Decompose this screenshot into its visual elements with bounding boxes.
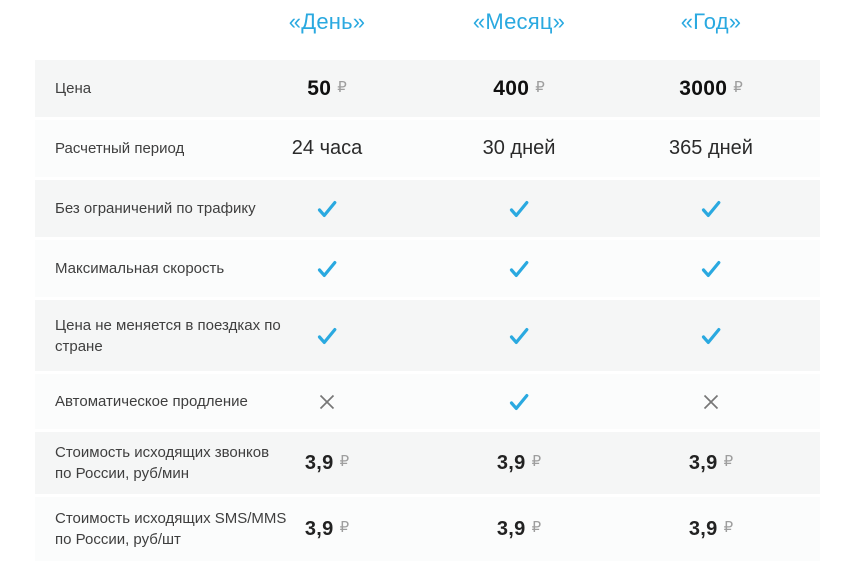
check-icon: [314, 257, 340, 281]
check-cell: [231, 300, 423, 371]
check-cell: [231, 240, 423, 297]
table-row: [35, 180, 820, 237]
text-cell: [423, 120, 615, 177]
price-value: 3,9: [304, 517, 334, 540]
ruble-sign: ₽: [723, 518, 734, 536]
check-cell: [615, 300, 807, 371]
ruble-sign: ₽: [339, 518, 350, 536]
table-row: [35, 300, 820, 371]
price-value: 3,9: [304, 451, 334, 474]
ruble-sign: ₽: [339, 452, 350, 470]
price-value: 400: [493, 76, 530, 100]
check-icon: [506, 390, 532, 414]
ruble-sign: ₽: [337, 77, 347, 96]
check-cell: [615, 240, 807, 297]
check-icon: [506, 324, 532, 348]
row-label: Расчетный период: [55, 140, 185, 157]
cross-cell: [231, 374, 423, 429]
price-value: 3,9: [496, 451, 526, 474]
price-cell: [615, 497, 807, 561]
plan-tab-month[interactable]: «Месяц»: [472, 9, 566, 34]
check-cell: [231, 180, 423, 237]
check-icon: [698, 324, 724, 348]
check-cell: [423, 240, 615, 297]
plan-tab-day[interactable]: «День»: [288, 9, 366, 34]
check-icon: [506, 257, 532, 281]
row-label: Стоимость исходящих SMS/MMS по России, руб/шт: [55, 510, 287, 548]
row-label: Без ограничений по трафику: [55, 200, 256, 217]
table-row: [35, 240, 820, 297]
price-value: 3,9: [496, 517, 526, 540]
price-value: 50: [307, 76, 332, 100]
row-label: Автоматическое продление: [55, 393, 248, 410]
table-row: [35, 60, 820, 117]
check-cell: [423, 300, 615, 371]
check-cell: [423, 374, 615, 429]
table-row: [35, 120, 820, 177]
price-cell: [231, 497, 423, 561]
price-cell: [615, 60, 807, 117]
price-cell: [423, 497, 615, 561]
ruble-sign: ₽: [723, 452, 734, 470]
ruble-sign: ₽: [733, 77, 743, 96]
check-icon: [698, 257, 724, 281]
price-cell: [615, 432, 807, 494]
table-row: [35, 497, 820, 561]
row-label: Цена: [55, 80, 92, 97]
price-cell: [423, 60, 615, 117]
pricing-table-rows: [35, 60, 820, 561]
cross-cell: [615, 374, 807, 429]
plan-header-row: [231, 8, 807, 36]
table-row: [35, 432, 820, 494]
price-value: 3,9: [688, 451, 718, 474]
price-value: 3000: [679, 76, 728, 100]
cross-icon: [701, 392, 721, 412]
cross-icon: [317, 392, 337, 412]
text-value: 30 дней: [482, 137, 556, 159]
ruble-sign: ₽: [531, 518, 542, 536]
row-label: Стоимость исходящих звонков по России, руб/мин: [55, 444, 270, 482]
ruble-sign: ₽: [531, 452, 542, 470]
ruble-sign: ₽: [535, 77, 545, 96]
row-label: Цена не меняется в поездках по стране: [55, 316, 281, 355]
check-cell: [423, 180, 615, 237]
text-cell: [231, 120, 423, 177]
check-icon: [698, 197, 724, 221]
price-cell: [423, 432, 615, 494]
price-cell: [231, 432, 423, 494]
check-icon: [314, 324, 340, 348]
price-cell: [231, 60, 423, 117]
plan-tab-year[interactable]: «Год»: [680, 9, 742, 34]
table-row: [35, 374, 820, 429]
text-cell: [615, 120, 807, 177]
check-icon: [506, 197, 532, 221]
text-value: 365 дней: [669, 137, 753, 159]
row-label: Максимальная скорость: [55, 260, 225, 277]
price-value: 3,9: [688, 517, 718, 540]
check-cell: [615, 180, 807, 237]
text-value: 24 часа: [291, 137, 363, 159]
check-icon: [314, 197, 340, 221]
